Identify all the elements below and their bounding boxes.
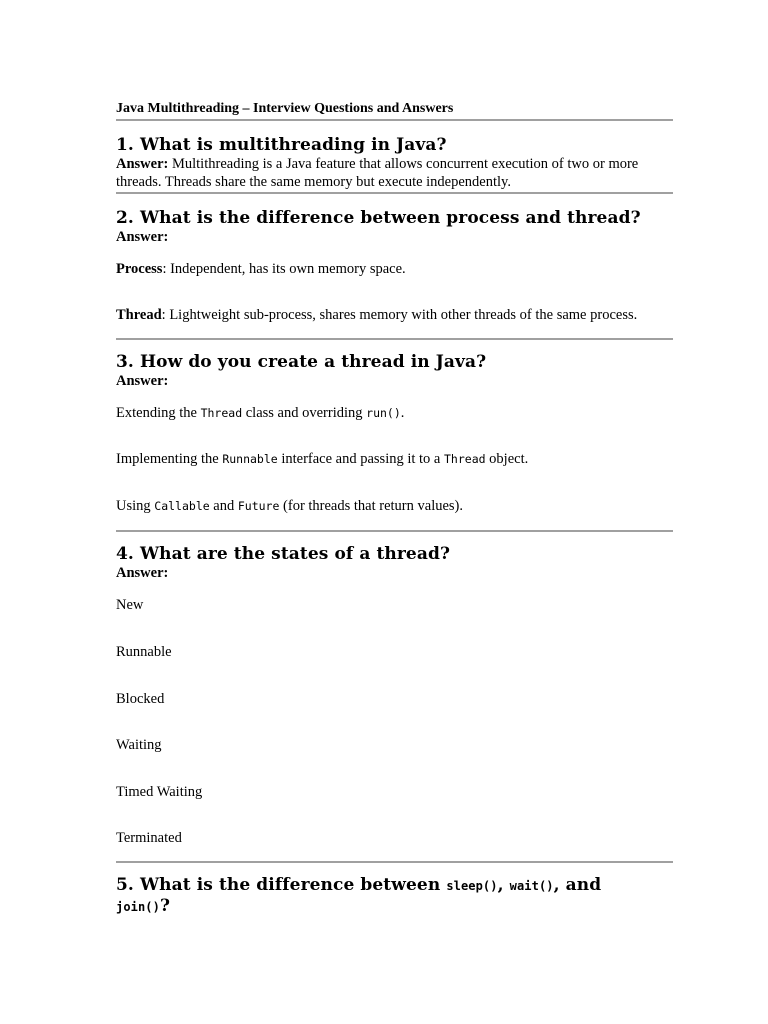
code-thread: Thread: [200, 406, 243, 420]
text-segment: .: [400, 405, 405, 421]
text-segment: 5. What is the difference between: [116, 875, 447, 895]
text-segment: class and overriding: [242, 405, 367, 421]
thread-state-item: Waiting: [116, 737, 162, 753]
code-run: run(): [366, 406, 401, 420]
question-3-item-1: [116, 404, 673, 422]
question-1-answer: [116, 155, 673, 191]
thread-state-item: Runnable: [116, 644, 172, 660]
divider: [116, 192, 673, 194]
question-2-heading: 2. What is the difference between process and thread?: [116, 208, 641, 228]
document-page: [116, 100, 673, 917]
thread-text: : Lightweight sub-process, shares memory with other threads of the same process.: [161, 307, 638, 323]
text-segment: , and: [553, 875, 602, 895]
process-term: Process: [116, 261, 163, 277]
answer-label: Answer:: [116, 156, 169, 172]
document-title: Java Multithreading – Interview Questions and Answers: [116, 101, 454, 116]
question-3-item-2: [116, 450, 673, 468]
text-segment: (for threads that return values).: [279, 498, 463, 514]
answer-label: Answer:: [116, 565, 169, 581]
question-1-answer-text: Multithreading is a Java feature that allows concurrent execution of two or more threads. Threads share the same memory but execute independently.: [116, 156, 639, 190]
question-3-heading: 3. How do you create a thread in Java?: [116, 352, 487, 372]
text-segment: ,: [497, 875, 510, 895]
code-thread: Thread: [444, 452, 486, 466]
code-callable: Callable: [154, 499, 210, 513]
code-sleep: sleep(): [446, 879, 498, 893]
question-4-heading: 4. What are the states of a thread?: [116, 544, 451, 564]
answer-label: Answer:: [116, 373, 169, 389]
text-segment: ?: [159, 896, 171, 916]
thread-state-item: New: [116, 597, 144, 613]
text-segment: object.: [485, 451, 529, 467]
question-3-item-3: [116, 497, 673, 515]
text-segment: interface and passing it to a: [277, 451, 444, 467]
question-2-thread-item: [116, 306, 673, 324]
question-2-process-item: [116, 260, 673, 278]
thread-state-item: Timed Waiting: [116, 784, 203, 800]
thread-state-item: Terminated: [116, 830, 182, 846]
answer-label: Answer:: [116, 229, 169, 245]
code-wait: wait(): [509, 879, 554, 893]
process-text: : Independent, has its own memory space.: [162, 261, 406, 277]
question-1-heading: 1. What is multithreading in Java?: [116, 135, 447, 155]
question-5-heading: [116, 875, 673, 917]
divider: [116, 530, 673, 532]
code-runnable: Runnable: [222, 452, 278, 466]
thread-state-item: Blocked: [116, 691, 165, 707]
divider: [116, 119, 673, 121]
divider: [116, 338, 673, 340]
text-segment: Implementing the: [116, 451, 223, 467]
text-segment: Using: [116, 498, 155, 514]
text-segment: and: [209, 498, 238, 514]
thread-term: Thread: [116, 307, 162, 323]
text-segment: Extending the: [116, 405, 201, 421]
code-join: join(): [116, 900, 160, 914]
code-future: Future: [237, 499, 280, 513]
divider: [116, 861, 673, 863]
